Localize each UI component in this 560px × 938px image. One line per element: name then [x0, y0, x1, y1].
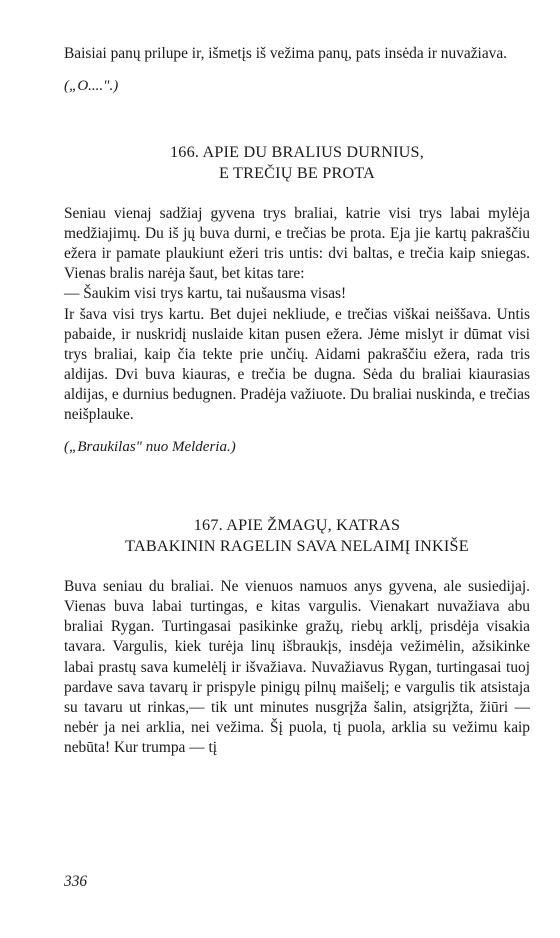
story-167-heading: [64, 515, 530, 557]
intro-source: („O....".): [64, 78, 119, 95]
story-166-paragraph: Ir šava visi trys kartu. Bet dujei nekliude, e trečias viškai neiššava. Untis pabaide, ir nuskridį nuslaide kitan pusen ežera. Jėme mislyt ir dūmat visi trys braliai, kaip čia tekte prie unčių. Aidami pakraščiu ežera, rada tris aldijas. Dvi buva kiauras, e trečia be dugna. Sėda du braliai kiaurasias aldijas, e durnius bedugnen. Pradėja važiuote. Du braliai nuskinda, e trečias neišplauke.: [64, 305, 530, 424]
story-166-body: [64, 204, 530, 425]
story-167-heading-line1: 167. APIE ŽMAGŲ, KATRAS: [193, 516, 401, 535]
story-166-source: („Braukilas" nuo Melderia.): [64, 439, 236, 456]
story-166-paragraph: — Šaukim visi trys kartu, tai nušausma visas!: [64, 285, 347, 303]
story-166-heading-line2: E TREČIŲ BE PROTA: [218, 164, 376, 183]
story-167-body: [64, 577, 530, 758]
story-167-heading-line2: TABAKININ RAGELIN SAVA NELAIMĮ INKIŠE: [125, 537, 469, 556]
page-content: [64, 44, 530, 758]
story-166-heading-line1: 166. APIE DU BRALIUS DURNIUS,: [169, 143, 425, 162]
page-number: 336: [64, 873, 88, 890]
story-167-paragraph: Buva seniau du braliai. Ne vienuos namuos anys gyvena, ale susiedijaj. Vienas buva labai turtingas, e kitas vargulis. Vienakart nuvažiava abu braliai Rygan. Turtingasai pasikinke gražų, riebų arklį, prisdėja visakia tavara. Vargulis, kiek turėja linų išbraukįs, insdėja vežimėlin, ažsikinke labai prastų sava kumelėlį ir išvažiava. Nuvažiavus Rygan, turtingasai tuoj pardave sava tavarų ir prispyle pinigų pilnų maišelį; e vargulis tik atsistaja su tavaru ut rinkas,— tik unt minutes nusgrįža šalin, atsigrįžta, žiūri — nebėr ja nei arklia, nei vežima. Šį puola, tį puola, arklia su vežimu kaip nebūta! Kur trumpa — tį: [64, 578, 530, 756]
story-166-paragraph: Seniau vienaj sadžiaj gyvena trys braliai, katrie visi trys labai mylėja medžiajimų. Du iš jų buva durni, e trečias be prota. Eja jie kartų pakraščiu ežera ir pamate plaukiunt ežeri tris untis: dvi baltas, e trečia kaip sniegas. Vienas bralis narėja šaut, bet kitas tare:: [64, 205, 530, 283]
intro-paragraph: Baisiai panų prilupe ir, išmetįs iš vežima panų, pats insėda ir nuvažiava.: [64, 45, 508, 62]
story-166-heading: [64, 142, 530, 184]
